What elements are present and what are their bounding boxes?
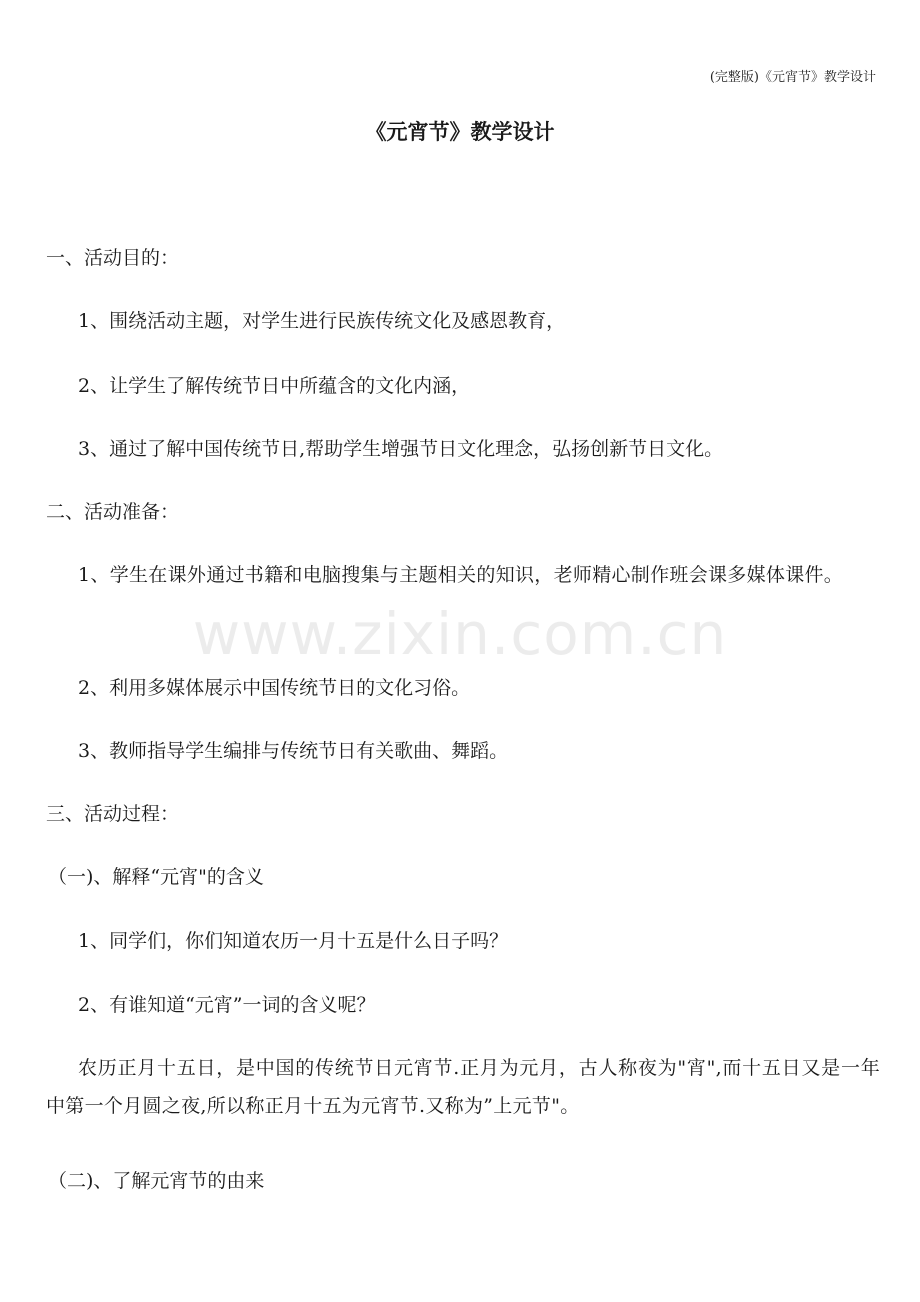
- preparation-item-3: 3、教师指导学生编排与传统节日有关歌曲、舞蹈。: [78, 740, 509, 762]
- explanation-paragraph: 农历正月十五日，是中国的传统节日元宵节.正月为元月，古人称夜为"宵",而十五日又是一年中第一个月圆之夜,所以称正月十五为元宵节.又称为”上元节"。: [46, 1057, 880, 1117]
- preparation-item-1: 1、学生在课外通过书籍和电脑搜集与主题相关的知识，老师精心制作班会课多媒体课件。: [78, 564, 844, 586]
- watermark: www.zixin.com.cn: [192, 600, 728, 668]
- document-title: 《元宵节》教学设计: [365, 119, 555, 144]
- question-item-2: 2、有谁知道“元宵”一词的含义呢？: [78, 994, 376, 1016]
- objective-item-2: 2、让学生了解传统节日中所蕴含的文化内涵，: [78, 375, 471, 397]
- section-heading-process: 三、活动过程：: [46, 803, 180, 825]
- header-note: (完整版)《元宵节》教学设计: [709, 70, 876, 85]
- question-item-1: 1、同学们，你们知道农历一月十五是什么日子吗？: [78, 930, 509, 952]
- objective-item-1: 1、围绕活动主题，对学生进行民族传统文化及感恩教育，: [78, 310, 566, 332]
- subsection-heading-meaning: （一)、解释“元宵"的含义: [48, 866, 264, 888]
- section-heading-objectives: 一、活动目的：: [46, 247, 180, 269]
- section-heading-preparation: 二、活动准备：: [46, 501, 180, 523]
- objective-item-3: 3、通过了解中国传统节日,帮助学生增强节日文化理念，弘扬创新节日文化。: [78, 438, 724, 460]
- subsection-heading-origin: （二)、了解元宵节的由来: [48, 1170, 265, 1192]
- preparation-item-2: 2、利用多媒体展示中国传统节日的文化习俗。: [78, 677, 471, 699]
